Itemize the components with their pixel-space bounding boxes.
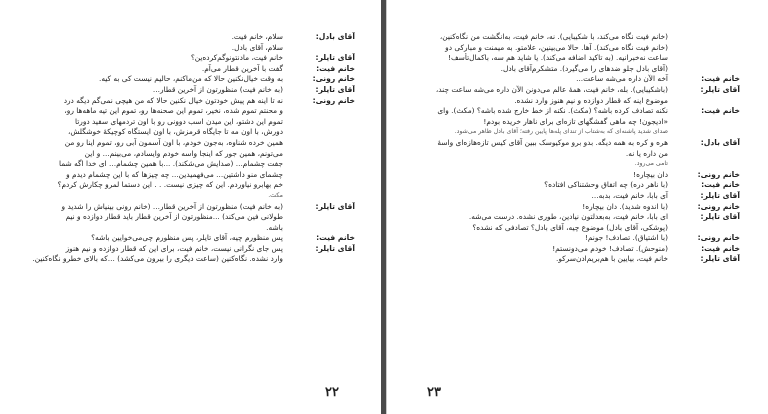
text-line xyxy=(20,244,355,255)
dialogue-text: (با اشتیاق). تصادف! جونم! xyxy=(584,233,668,243)
speaker-name: خانم فیت: xyxy=(701,180,740,190)
right-page xyxy=(386,0,768,414)
text-line xyxy=(411,244,740,255)
text-line xyxy=(411,254,740,265)
dialogue-text: پس منظورم چیه، آقای تایلر، پس منظورم چی‌می‌خوایین باشه؟ xyxy=(91,233,283,243)
stage-direction: صدای شدید پاشنه‌ای که به‌شتاب از تندای پله‌ها پایین رفته؛ آقای بادل ظاهر می‌شود. xyxy=(454,128,668,136)
dialogue-text: (با اندوه شدید). دان بیچاره! xyxy=(582,201,668,211)
dialogue-text: (به خانم فیت) منظورتون از آخرین قطار... xyxy=(152,84,283,94)
text-line xyxy=(20,106,355,117)
dialogue-text: آخه الآن داره می‌شه ساعت... xyxy=(576,74,668,84)
dialogue-text: هره و کره به همه دیگه. بدو برو مو‌کیوسک ببین آقای کیس تازه‌ها‌زه‌ای واسهٔ xyxy=(437,137,668,147)
text-line xyxy=(411,159,740,170)
text-line xyxy=(411,233,740,244)
text-line xyxy=(20,43,355,54)
text-line xyxy=(411,127,740,138)
speaker-name: خانم فیت: xyxy=(701,74,740,84)
left-page xyxy=(0,0,382,414)
text-line xyxy=(411,191,740,202)
text-line xyxy=(20,212,355,223)
text-line xyxy=(411,106,740,117)
text-line xyxy=(411,223,740,234)
dialogue-text: سلام، خانم فیت. xyxy=(231,32,283,41)
speaker-name: خانم رونی: xyxy=(312,74,355,84)
dialogue-text: می‌تونم، همین جور که اینجا واسه خودم وایسادم، می‌بینم... و این xyxy=(84,148,283,158)
dialogue-text: جفت چشمام... (صدایش می‌شکند). ...با همین چشمام... ای خدا اگه شما xyxy=(59,159,283,169)
text-line xyxy=(411,96,740,107)
text-line xyxy=(20,159,355,170)
left-page-number: ۲۲ xyxy=(325,385,339,400)
text-line xyxy=(411,117,740,128)
dialogue-text: نه تا اینه هم پیش خودتون خیال نکنین حالا که من هیچی نمی‌گم دیگه درد xyxy=(63,95,283,105)
speaker-name: خانم فیت: xyxy=(701,243,740,253)
speaker-name: آقای تایلر: xyxy=(315,84,355,94)
dialogue-text: (پوشکی، آقای بادل) موضوع چیه، آقای بادل؟ تصادفی که نشده؟ xyxy=(472,222,668,232)
dialogue-text: ساعت نه‌خبرانیه. (به تاکید اضافه می‌کند). یا شاید هم سه، باکمال‌تأسف! xyxy=(448,53,668,63)
text-line xyxy=(20,223,355,234)
text-line xyxy=(411,149,740,160)
dialogue-text: ای بابا، خانم فیت، به‌بعدلتون نیادین، طوری نشده. درست می‌شه. xyxy=(468,212,668,222)
dialogue-text: من داره یا نه. xyxy=(625,148,668,158)
text-line xyxy=(20,180,355,191)
dialogue-text: پس جای نگرانی نیست، خانم فیت، برای این که قطار دوازده و نیم هنوز xyxy=(65,243,283,253)
dialogue-text: (منوحش). تصادف! خودم می‌دونستم! xyxy=(552,243,668,253)
dialogue-text: آی بابا، خانم فیت، بدبه... xyxy=(591,190,668,200)
text-line xyxy=(411,170,740,181)
dialogue-text: (با ناهر دره‌) چه اتفاق وحشتناکی افتاده؟ xyxy=(544,180,668,190)
dialogue-text: (به خانم فیت) منظورتون از آخرین قطار... (خانم رونی بینیاش را شدید و xyxy=(61,201,283,211)
text-line xyxy=(20,254,355,265)
speaker-name: آقای تایلر: xyxy=(700,212,740,222)
speaker-name: خانم فیت: xyxy=(701,106,740,116)
dialogue-text: تموم این دشتو، این میدن اسب دوونی رو با اون تردمهای سفید دورتا xyxy=(74,116,283,126)
text-line xyxy=(411,43,740,54)
right-page-text xyxy=(411,32,740,374)
left-page-text xyxy=(20,32,355,374)
speaker-name: آقای تایلر: xyxy=(700,84,740,94)
speaker-name: آقای تایلر: xyxy=(700,190,740,200)
dialogue-text: موضوع اینه که قطار دوازده و نیم هنوز وارد نشده. xyxy=(514,95,668,105)
text-line xyxy=(20,96,355,107)
dialogue-text: دورش، با اون مه تا جایگاه قرمزش، با اون ایستگاه کوچیکهٔ خوشگلش، xyxy=(68,127,283,137)
dialogue-text: خانم فیت، ما‌دنتو‌نو‌گم‌کرده‌ین؟ xyxy=(190,53,283,63)
text-line xyxy=(20,53,355,64)
speaker-name: آقای تایلر: xyxy=(315,53,355,63)
dialogue-text: سلام، آقای بادل. xyxy=(231,42,283,52)
speaker-name: آقای بادل: xyxy=(315,32,355,41)
speaker-name: خانم فیت: xyxy=(316,233,355,243)
text-line xyxy=(411,64,740,75)
text-line xyxy=(20,170,355,181)
stage-direction: مکث. xyxy=(268,191,283,199)
dialogue-text: (باشکیبایی). بله، خانم فیت، همهٔ عالم می‌دونن الآن داره می‌شه ساعت چند، xyxy=(435,84,668,94)
dialogue-text: «ادیجون! چه ماهی گفشگهای تازه‌ای برای ناهار خریده بودم! xyxy=(483,116,668,126)
text-line xyxy=(411,74,740,85)
text-line xyxy=(20,85,355,96)
text-line xyxy=(411,53,740,64)
speaker-name: آقای بادل: xyxy=(700,137,740,147)
dialogue-text: دان بیچاره! xyxy=(633,169,668,179)
dialogue-text: (آقای بادل جلو ضدهای را می‌گیرد). متشکرم‌آقای بادل. xyxy=(500,63,668,73)
text-line xyxy=(411,138,740,149)
dialogue-text: باشه. xyxy=(266,222,283,232)
text-line xyxy=(20,74,355,85)
text-line xyxy=(411,202,740,213)
text-line xyxy=(20,64,355,75)
speaker-name: خانم رونی: xyxy=(697,201,740,211)
text-line xyxy=(411,180,740,191)
speaker-name: آقای تایلر: xyxy=(315,243,355,253)
text-line xyxy=(20,138,355,149)
text-line xyxy=(20,233,355,244)
text-line xyxy=(20,127,355,138)
text-line xyxy=(20,191,355,202)
speaker-name: آقای تایلر: xyxy=(700,254,740,264)
dialogue-text: نکنه تصادف کرده باشه؟ (مکث). نکنه از خط خارج شده باشه؟ (مکث). وای xyxy=(437,106,668,116)
text-line xyxy=(20,32,355,43)
speaker-name: آقای تایلر: xyxy=(315,201,355,211)
speaker-name: خانم فیت: xyxy=(316,63,355,73)
dialogue-text: و محنتم تموم شده، نخیر، تموم این صحنه‌ها رو، تموم این تیه‌ ماهه‌ها رو، xyxy=(64,106,283,116)
dialogue-text: همین خرده ‌شناوه، به‌جون خودم، با اون آسمون آبی رو، تموم اینا رو من xyxy=(64,137,283,147)
text-line xyxy=(411,85,740,96)
dialogue-text: گفت با آخرین قطار می‌آم. xyxy=(201,63,283,73)
dialogue-text: طولانی فین می‌کند) ...منظورتون از آخرین قطار باید قطار دوازده و نیم xyxy=(65,212,283,222)
dialogue-text: (خانم فیت نگاه می‌کند). آها. حالا می‌بینین، علامتو. به میمنت و مبارکی دو xyxy=(445,42,668,52)
right-page-number: ۲۳ xyxy=(427,385,441,400)
dialogue-text: چشمای منو داشتین... می‌فهمیدین... چه چیزها که با این چشمام دیدم و xyxy=(66,169,283,179)
text-line xyxy=(20,202,355,213)
text-line xyxy=(20,149,355,160)
text-line xyxy=(411,32,740,43)
stage-direction: تامی می‌رود. xyxy=(634,160,668,168)
dialogue-text: وارد نشده. نگاه‌کنین (ساعت دیگری را بیرون می‌کشد) ...که بالای خطرو نگاه‌کنین. xyxy=(32,254,283,264)
dialogue-text: به وقت خیال‌نکنین حالا که من‌ماکنم، حالیم نیست کی به کیه. xyxy=(99,74,283,84)
dialogue-text: (خانم فیت نگاه می‌کند، با شکیبایی). نه، خانم فیت، به‌انگشت من نگاه‌کنین، xyxy=(439,32,668,41)
speaker-name: خانم رونی: xyxy=(697,169,740,179)
speaker-name: خانم رونی: xyxy=(697,233,740,243)
speaker-name: خانم رونی: xyxy=(312,95,355,105)
text-line xyxy=(20,117,355,128)
text-line xyxy=(411,212,740,223)
dialogue-text: خم بهابرو نیاوردم. این که چیزی نیست. . . این دستما لمرو چکارش کردم؟ xyxy=(57,180,283,190)
dialogue-text: خانم فیت، بیایین با هم‌بریم‌ادن‌سرکو. xyxy=(555,254,668,264)
